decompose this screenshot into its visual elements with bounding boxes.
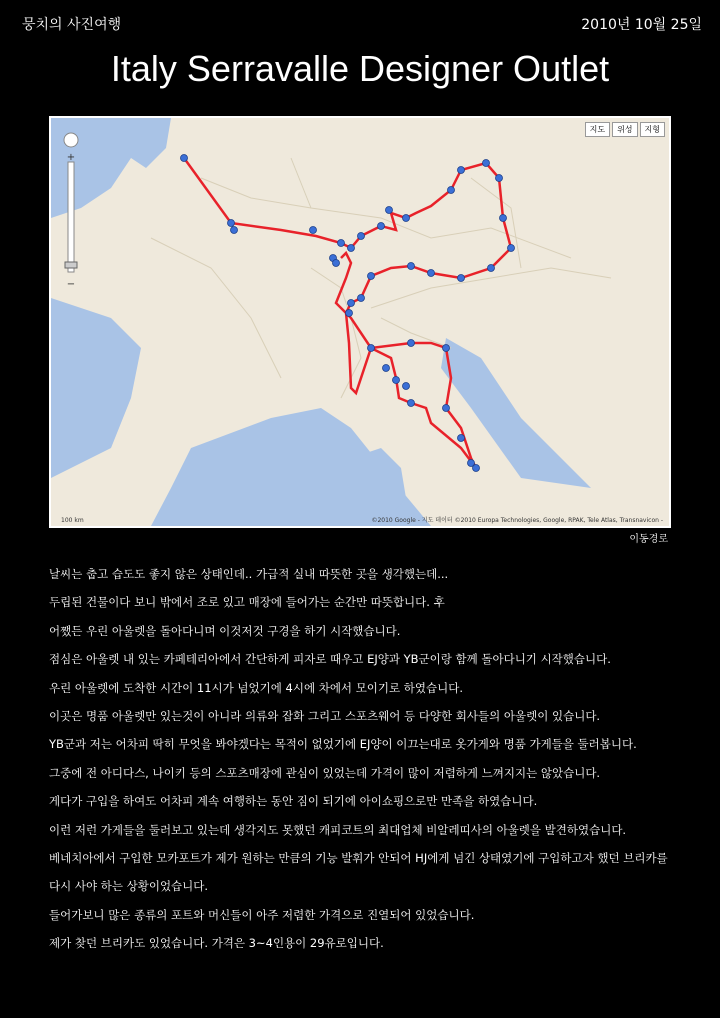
paragraph: 그중에 전 아디다스, 나이키 등의 스포츠매장에 관심이 있었는데 가격이 많이 저렴하게 느껴지지는 않았습니다. <box>49 765 601 780</box>
svg-text:−: − <box>66 279 76 290</box>
zoom-control[interactable] <box>59 132 83 292</box>
map-attribution: ©2010 Google - 지도 데이터 ©2010 Europa Technologies, Google, RPAK, Tele Atlas, Transnavicon - <box>371 517 663 524</box>
map-canvas[interactable] <box>51 118 669 526</box>
paragraph: 이런 저런 가게들을 둘러보고 있는데 생각지도 못했던 캐피코트의 최대업체 비알레띠사의 아울렛을 발견하였습니다. <box>49 822 627 837</box>
page-title: Italy Serravalle Designer Outlet <box>110 48 610 89</box>
paragraph: 다시 사야 하는 상황이었습니다. <box>49 879 209 894</box>
paragraph: 들어가보니 많은 종류의 포트와 머신들이 아주 저렴한 가격으로 진열되어 있었습니다. <box>49 907 475 922</box>
paragraph: 두립된 건물이다 보니 밖에서 조로 있고 매장에 들어가는 순간만 따뜻합니다. 후 <box>49 595 445 610</box>
svg-text:+: + <box>66 152 76 163</box>
paragraph: 어쨌든 우린 아울렛을 돌아다니며 이것저것 구경을 하기 시작했습니다. <box>49 623 401 638</box>
zoom-slider-icon <box>59 132 83 292</box>
paragraph: 점심은 아울렛 내 있는 카페테리아에서 간단하게 피자로 때우고 EJ양과 YB군이랑 함께 돌아다니기 시작했습니다. <box>49 652 611 667</box>
map-type-terrain-button[interactable]: 지형 <box>640 122 665 137</box>
paragraph: 날씨는 춥고 습도도 좋지 않은 상태인데.. 가급적 실내 따뜻한 곳을 생각했는데... <box>49 567 449 581</box>
map-type-buttons <box>585 122 665 137</box>
paragraph: 우린 아울렛에 도착한 시간이 11시가 넘었기에 4시에 차에서 모이기로 하였습니다. <box>49 680 463 695</box>
paragraph: 이곳은 명품 아울렛만 있는것이 아니라 의류와 잡화 그리고 스포츠웨어 등 다양한 회사들의 아울렛이 있습니다. <box>49 709 601 724</box>
map-caption: 이동경로 <box>629 534 668 545</box>
article-body <box>49 560 689 958</box>
map-type-satellite-button[interactable]: 위성 <box>612 122 637 137</box>
paragraph: 베네치아에서 구입한 모카포트가 제가 원하는 만큼의 기능 발휘가 안되어 HJ에게 넘긴 상태였기에 구입하고자 했던 브리카를 <box>49 851 668 866</box>
post-date: 2010년 10월 25일 <box>581 17 702 33</box>
paragraph: 게다가 구입을 하여도 어차피 계속 여행하는 동안 짐이 되기에 아이쇼핑으로만 만족을 하였습니다. <box>49 794 538 809</box>
paragraph: YB군과 저는 어차피 딱히 무엇을 봐야겠다는 목적이 없었기에 EJ양이 이끄는대로 옷가게와 명품 가게들을 둘러봅니다. <box>49 737 637 752</box>
map-scale: 100 km <box>61 517 84 524</box>
paragraph: 제가 찾던 브리카도 있었습니다. 가격은 3~4인용이 29유로입니다. <box>49 936 384 951</box>
map-type-map-button[interactable]: 지도 <box>585 122 610 137</box>
blog-title: 뭉치의 사진여행 <box>22 17 122 33</box>
route-map <box>49 116 671 528</box>
map-graphic <box>51 118 669 526</box>
